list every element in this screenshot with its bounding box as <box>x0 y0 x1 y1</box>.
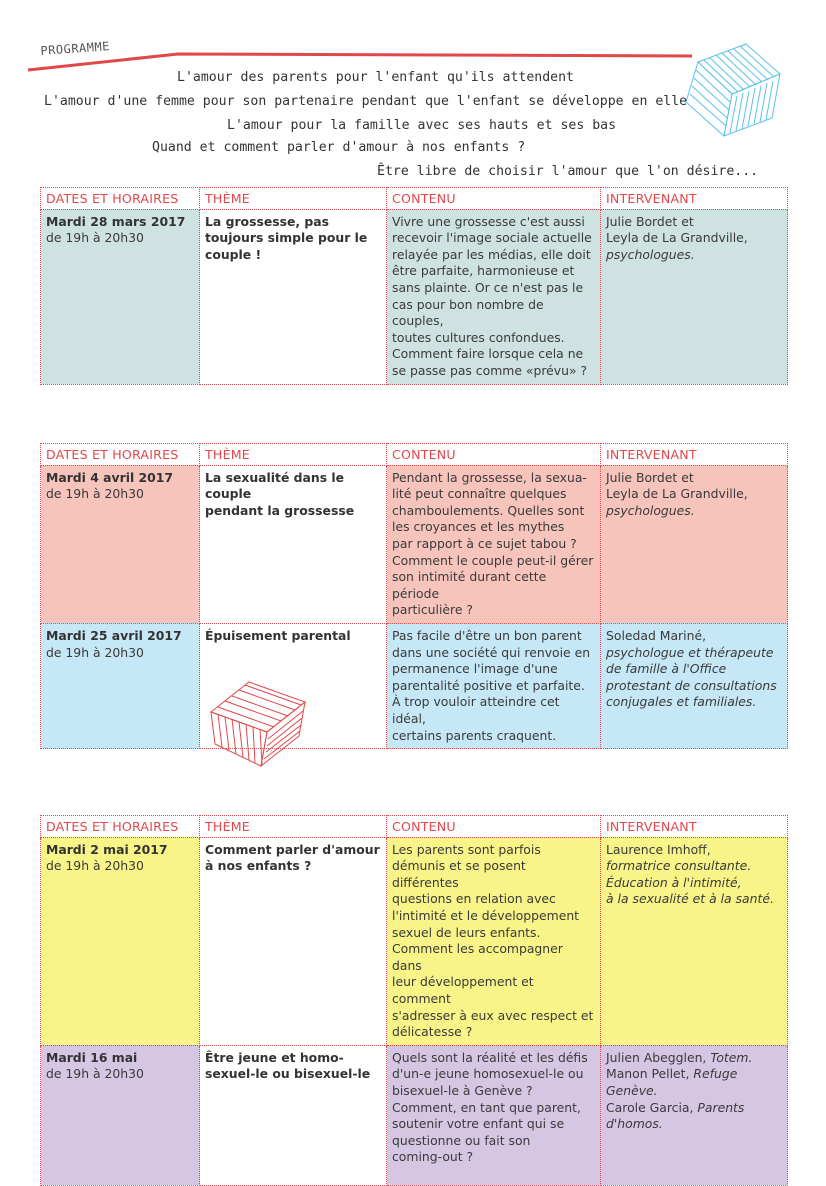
cube-red-icon <box>205 678 311 770</box>
content-line: Comment, en tant que parent, <box>392 1099 581 1115</box>
col-header-dates: DATES ET HORAIRES <box>41 444 200 466</box>
speaker-name: Julie Bordet et <box>606 213 694 229</box>
content-line: bisexuel-le à Genève ? <box>392 1082 533 1098</box>
speaker-role: formatrice consultante. <box>606 858 752 874</box>
content-line: soutenir votre enfant qui se <box>392 1116 565 1132</box>
content-line: d'un-e jeune homosexuel-le ou <box>392 1066 584 1082</box>
content-line: s'adresser à eux avec respect et <box>392 1007 594 1023</box>
content-line: Vivre une grossesse c'est aussi <box>392 213 585 229</box>
session-theme-cell <box>200 837 387 1045</box>
table-row <box>41 623 788 748</box>
content-line: parentalité positive et parfaite. <box>392 677 585 693</box>
content-line: son intimité durant cette période <box>392 569 547 601</box>
speaker-org: Refuge <box>693 1066 738 1082</box>
col-header-dates: DATES ET HORAIRES <box>41 188 200 210</box>
session-date: Mardi 16 mai <box>46 1049 138 1065</box>
session-date: Mardi 25 avril 2017 <box>46 627 182 643</box>
intro-line-2: L'amour d'une femme pour son partenaire pendant que l'enfant se développe en elle <box>44 94 688 109</box>
session-theme: pendant la grossesse <box>205 502 355 518</box>
speaker-name: Julie Bordet et <box>606 469 694 485</box>
col-header-theme: THÈME <box>200 188 387 210</box>
session-time: de 19h à 20h30 <box>46 1066 144 1082</box>
speaker-name: Manon Pellet, <box>606 1066 694 1082</box>
program-table-2 <box>40 443 788 749</box>
content-line: certains parents craquent. <box>392 727 557 743</box>
speaker-name: Soledad Mariné, <box>606 627 707 643</box>
session-content-cell <box>387 1045 601 1185</box>
table-row <box>41 465 788 623</box>
content-line: leur développement et comment <box>392 974 534 1006</box>
speaker-role: de famille à l'Office <box>606 661 727 677</box>
session-content-cell <box>387 837 601 1045</box>
speaker-role: Éducation à l'intimité, <box>606 874 742 890</box>
session-speaker-cell <box>601 209 788 384</box>
session-time: de 19h à 20h30 <box>46 486 144 502</box>
speaker-role: conjugales et familiales. <box>606 694 757 710</box>
speaker-org: Totem. <box>710 1049 753 1065</box>
content-line: chamboulements. Quelles sont <box>392 502 585 518</box>
col-header-content: CONTENU <box>387 444 601 466</box>
table-row <box>41 837 788 1045</box>
intro-line-5: Être libre de choisir l'amour que l'on désire... <box>377 164 759 179</box>
speaker-role: protestant de consultations <box>606 677 777 693</box>
session-time: de 19h à 20h30 <box>46 858 144 874</box>
session-time: de 19h à 20h30 <box>46 644 144 660</box>
session-content-cell <box>387 465 601 623</box>
content-line: par rapport à ce sujet tabou ? <box>392 535 577 551</box>
col-header-theme: THÈME <box>200 444 387 466</box>
session-date: Mardi 4 avril 2017 <box>46 469 174 485</box>
content-line: relayée par les médias, elle doit <box>392 246 591 262</box>
session-theme: Être jeune et homo- <box>205 1049 344 1065</box>
session-date: Mardi 2 mai 2017 <box>46 841 168 857</box>
content-line: Quels sont la réalité et les défis <box>392 1049 588 1065</box>
table-row <box>41 1045 788 1185</box>
content-line: Pendant la grossesse, la sexua- <box>392 469 587 485</box>
speaker-role: à la sexualité et à la santé. <box>606 891 774 907</box>
content-line: Les parents sont parfois <box>392 841 541 857</box>
content-line: se passe pas comme «prévu» ? <box>392 362 588 378</box>
speaker-org: d'homos. <box>606 1116 663 1132</box>
content-line: questionne ou fait son <box>392 1132 531 1148</box>
content-line: délicatesse ? <box>392 1024 473 1040</box>
col-header-speaker: INTERVENANT <box>601 816 788 838</box>
content-line: À trop vouloir atteindre cet idéal, <box>392 694 560 726</box>
session-time: de 19h à 20h30 <box>46 230 144 246</box>
session-speaker-cell <box>601 465 788 623</box>
session-theme: à nos enfants ? <box>205 858 312 874</box>
content-line: Comment les accompagner dans <box>392 941 563 973</box>
content-line: les croyances et les mythes <box>392 519 565 535</box>
intro-line-1: L'amour des parents pour l'enfant qu'ils attendent <box>177 70 574 85</box>
content-line: Comment le couple peut-il gérer <box>392 552 594 568</box>
content-line: recevoir l'image sociale actuelle <box>392 230 592 246</box>
session-content-cell <box>387 209 601 384</box>
session-theme: sexuel-le ou bisexuel-le <box>205 1066 371 1082</box>
content-line: sexuel de leurs enfants. <box>392 924 541 940</box>
session-date-cell <box>41 623 200 748</box>
col-header-dates: DATES ET HORAIRES <box>41 816 200 838</box>
intro-line-3: L'amour pour la famille avec ses hauts et ses bas <box>227 118 617 133</box>
content-line: sans plainte. Or ce n'est pas le <box>392 279 584 295</box>
session-speaker-cell <box>601 623 788 748</box>
content-line: Pas facile d'être un bon parent <box>392 627 582 643</box>
speaker-role: psychologues. <box>606 502 695 518</box>
content-line: coming-out ? <box>392 1149 474 1165</box>
session-speaker-cell <box>601 837 788 1045</box>
content-line: démunis et se posent différentes <box>392 858 526 890</box>
col-header-content: CONTENU <box>387 816 601 838</box>
session-theme-cell <box>200 209 387 384</box>
content-line: cas pour bon nombre de couples, <box>392 296 544 329</box>
speaker-name: Julien Abegglen, <box>606 1049 711 1065</box>
session-speaker-cell <box>601 1045 788 1185</box>
speaker-name: Leyla de La Grandville, <box>606 230 748 246</box>
content-line: lité peut connaître quelques <box>392 486 567 502</box>
col-header-speaker: INTERVENANT <box>601 444 788 466</box>
col-header-content: CONTENU <box>387 188 601 210</box>
session-date-cell <box>41 1045 200 1185</box>
table-row <box>41 209 788 384</box>
content-line: permanence l'image d'une <box>392 661 558 677</box>
content-line: questions en relation avec <box>392 891 556 907</box>
session-date-cell <box>41 209 200 384</box>
session-date-cell <box>41 465 200 623</box>
content-line: l'intimité et le développement <box>392 907 580 923</box>
programme-label: PROGRAMME <box>40 39 111 58</box>
speaker-name: Carole Garcia, <box>606 1099 698 1115</box>
speaker-role: psychologue et thérapeute <box>606 644 774 660</box>
speaker-org: Genève. <box>606 1082 658 1098</box>
speaker-entry <box>606 1100 782 1117</box>
content-line: toutes cultures confondues. <box>392 329 565 345</box>
content-line: particulière ? <box>392 602 473 618</box>
session-theme-cell <box>200 465 387 623</box>
session-date: Mardi 28 mars 2017 <box>46 213 186 229</box>
session-content-cell <box>387 623 601 748</box>
content-line: être parfaite, harmonieuse et <box>392 263 575 279</box>
speaker-entry <box>606 1066 782 1083</box>
speaker-entry <box>606 1050 782 1067</box>
col-header-speaker: INTERVENANT <box>601 188 788 210</box>
session-date-cell <box>41 837 200 1045</box>
speaker-name: Leyla de La Grandville, <box>606 486 748 502</box>
cube-blue-icon <box>680 40 790 140</box>
session-theme: La sexualité dans le couple <box>205 469 345 502</box>
col-header-theme: THÈME <box>200 816 387 838</box>
speaker-name: Laurence Imhoff, <box>606 841 711 857</box>
session-theme: Épuisement parental <box>205 627 351 643</box>
program-table-1 <box>40 187 788 385</box>
intro-line-4: Quand et comment parler d'amour à nos enfants ? <box>152 140 526 155</box>
session-theme-cell <box>200 1045 387 1185</box>
session-theme: Comment parler d'amour <box>205 841 380 857</box>
content-line: dans une société qui renvoie en <box>392 644 591 660</box>
session-theme: La grossesse, pas toujours simple pour le couple ! <box>205 213 368 262</box>
program-table-3 <box>40 815 788 1186</box>
speaker-org: Parents <box>697 1099 745 1115</box>
speaker-role: psychologues. <box>606 246 695 262</box>
content-line: Comment faire lorsque cela ne <box>392 346 584 362</box>
